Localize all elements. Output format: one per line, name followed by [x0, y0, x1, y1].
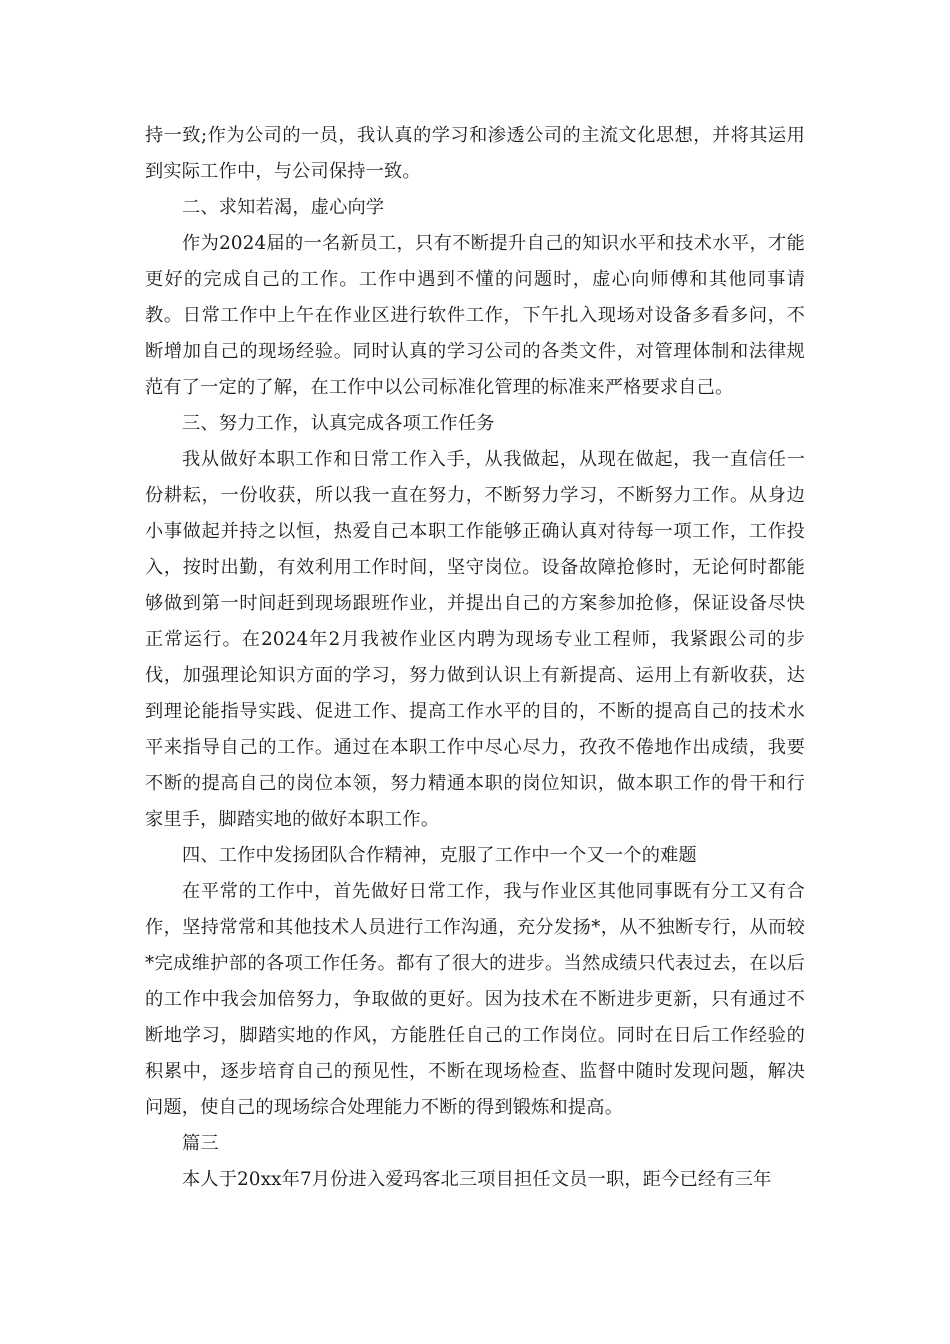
section-heading-3: 三、努力工作，认真完成各项工作任务 — [182, 413, 495, 434]
paragraph-continuation: 持一致;作为公司的一员，我认真的学习和渗透公司的主流文化思想，并将其运用到实际工作中，与公司保持一致。 — [145, 125, 805, 182]
paragraph-work: 我从做好本职工作和日常工作入手，从我做起，从现在做起，我一直信任一份耕耘，一份收获，所以我一直在努力，不断努力学习，不断努力工作。从身边小事做起并持之以恒，热爱自己本职工作能够正确认真对待每一项工作，工作投入，按时出勤，有效利用工作时间，坚守岗位。设备故障抢修时，无论何时都能够做到第一时间赶到现场跟班作业，并提出自己的方案参加抢修，保证设备尽快正常运行。在2024年2月我被作业区内聘为现场专业工程师，我紧跟公司的步伐，加强理论知识方面的学习，努力做到认识上有新提高、运用上有新收获，达到理论能指导实践、促进工作、提高工作水平的目的，不断的提高自己的技术水平来指导自己的工作。通过在本职工作中尽心尽力，孜孜不倦地作出成绩，我要不断的提高自己的岗位本领，努力精通本职的岗位知识，做本职工作的骨干和行家里手，脚踏实地的做好本职工作。 — [145, 449, 805, 830]
paragraph-learning: 作为2024届的一名新员工，只有不断提升自己的知识水平和技术水平，才能更好的完成自己的工作。工作中遇到不懂的问题时，虚心向师傅和其他同事请教。日常工作中上午在作业区进行软件工作，下午扎入现场对设备多看多问，不断增加自己的现场经验。同时认真的学习公司的各类文件，对管理体制和法律规范有了一定的了解，在工作中以公司标准化管理的标准来严格要求自己。 — [145, 233, 805, 398]
section-heading-2: 二、求知若渴，虚心向学 — [182, 197, 385, 218]
paragraph-part-three: 本人于20xx年7月份进入爱玛客北三项目担任文员一职，距今已经有三年 — [182, 1169, 772, 1190]
paragraph-teamwork: 在平常的工作中，首先做好日常工作，我与作业区其他同事既有分工又有合作，坚持常常和其他技术人员进行工作沟通，充分发扬*，从不独断专行，从而较*完成维护部的各项工作任务。都有了很大的进步。当然成绩只代表过去，在以后的工作中我会加倍努力，争取做的更好。因为技术在不断进步更新，只有通过不断地学习，脚踏实地的作风，方能胜任自己的工作岗位。同时在日后工作经验的积累中，逐步培育自己的预见性，不断在现场检查、监督中随时发现问题，解决问题，使自己的现场综合处理能力不断的得到锻炼和提高。 — [145, 881, 805, 1118]
section-heading-4: 四、工作中发扬团队合作精神，克服了工作中一个又一个的难题 — [182, 845, 697, 866]
part-heading: 篇三 — [182, 1133, 219, 1154]
document-body — [145, 118, 805, 1198]
